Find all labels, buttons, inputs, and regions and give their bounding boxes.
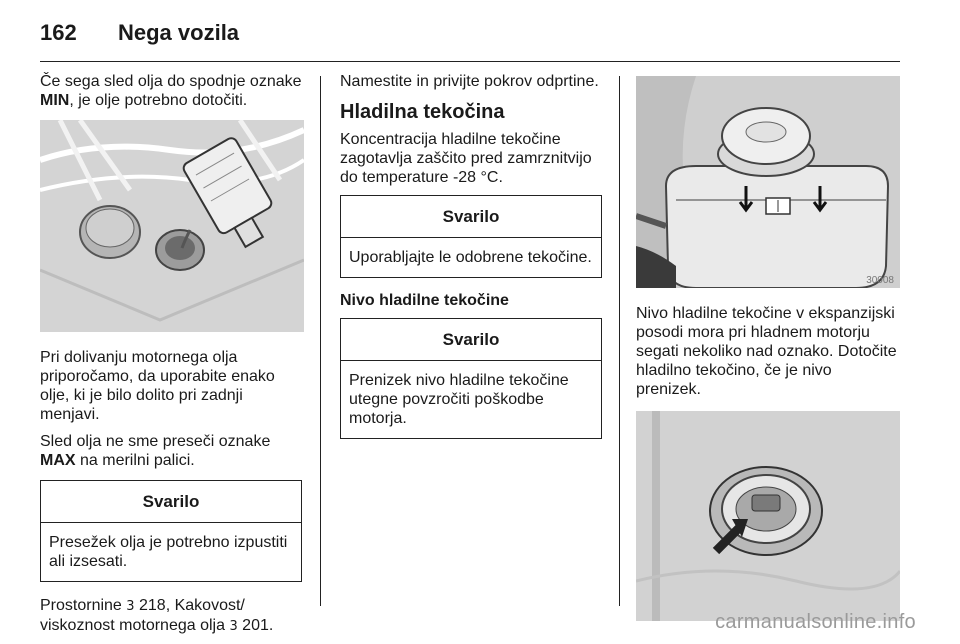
oil-min-paragraph: Če sega sled olja do spodnje oznake MIN, je olje potrebno dotočiti. [40, 73, 302, 109]
warning-text: Prenizek nivo hladilne tekočine utegne povzročiti poškodbe motorja. [349, 372, 569, 427]
warning-title: Svarilo [341, 196, 601, 238]
page-reference-link[interactable]: 218 [139, 597, 166, 614]
warning-text: Uporabljajte le odobrene tekočine. [349, 249, 592, 266]
oil-filling-illustration [40, 120, 304, 332]
watermark: carmanualsonline.info [715, 611, 916, 633]
coolant-cap-illustration [636, 411, 900, 621]
warning-title: Svarilo [341, 319, 601, 361]
section-heading-coolant: Hladilna tekočina [340, 101, 505, 123]
reference-arrow-icon: 3 [229, 619, 238, 634]
warning-title: Svarilo [41, 481, 301, 523]
coolant-cap-drawing [636, 411, 900, 621]
column-1 [40, 72, 304, 644]
subheading-coolant-level: Nivo hladilne tekočine [340, 292, 509, 309]
oil-recommendation-paragraph: Pri dolivanju motornega olja priporočamo, da uporabite enako olje, ki je bilo dolito pri zadnji menjavi. [40, 349, 275, 423]
column-3 [636, 76, 900, 621]
figure-code: 30008 [866, 275, 894, 286]
coolant-level-paragraph: Nivo hladilne tekočine v ekspanzijski posodi mora pri hladnem motorju segati nekoliko nad oznako. Dotočite hladilno tekočino, če je nivo prenizek. [636, 305, 897, 398]
coolant-concentration-paragraph: Koncentracija hladilne tekočine zagotavlja zaščito pred zamrznitvijo do temperature -28 °C. [340, 131, 592, 186]
oil-max-paragraph: Sled olja ne sme preseči oznake MAX na merilni palici. [40, 433, 271, 469]
column-divider [619, 76, 620, 606]
page-reference-link[interactable]: 201 [242, 617, 269, 634]
reference-arrow-icon: 3 [126, 599, 135, 614]
page-title: Nega vozila [118, 20, 240, 45]
warning-box-coolant-approved [340, 195, 602, 278]
column-2 [340, 72, 602, 439]
warning-box-coolant-level [340, 318, 602, 439]
capacities-reference-paragraph: Prostornine 3 218, Kakovost/ viskoznost motornega olja 3 201. [40, 597, 274, 634]
page-number: 162 [40, 20, 77, 45]
column-divider [320, 76, 321, 606]
cap-paragraph: Namestite in privijte pokrov odprtine. [340, 73, 599, 90]
header-rule [40, 61, 900, 62]
warning-box-oil [40, 480, 302, 582]
coolant-reservoir-illustration [636, 76, 900, 288]
warning-text: Presežek olja je potrebno izpustiti ali izsesati. [49, 534, 288, 570]
oil-filling-drawing [40, 120, 304, 332]
coolant-reservoir-drawing [636, 76, 900, 288]
